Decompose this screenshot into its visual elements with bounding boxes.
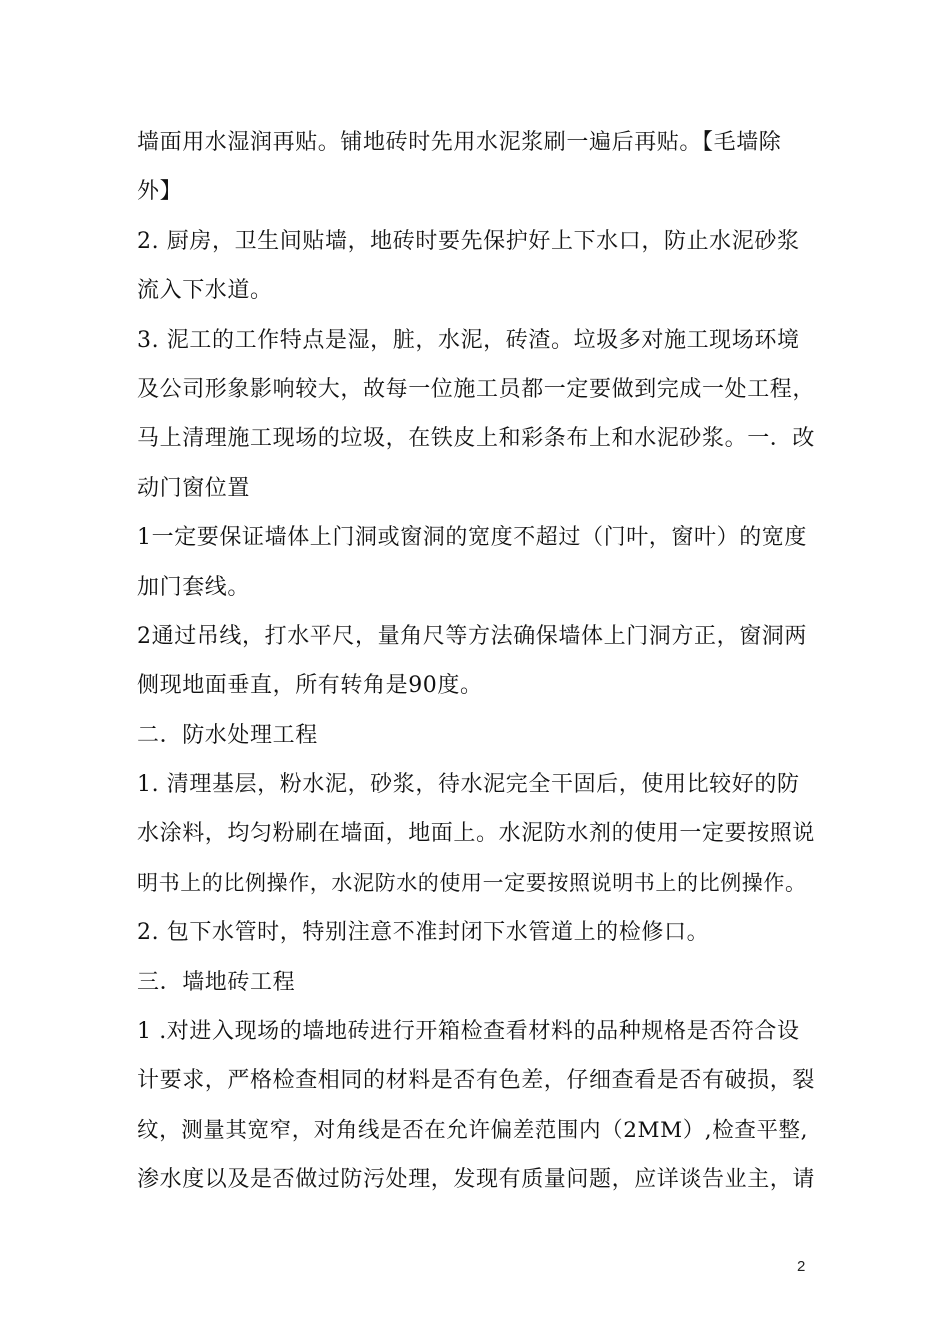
text-line: 纹，测量其宽窄，对角线是否在允许偏差范围内（2MM）,检查平整, — [137, 1117, 809, 1143]
section-heading: 二．防水处理工程 — [137, 722, 318, 748]
section-heading: 三．墙地砖工程 — [137, 969, 296, 995]
text-line: 1 .对进入现场的墙地砖进行开箱检查看材料的品种规格是否符合设 — [137, 1019, 800, 1045]
text-line: 1. 清理基层，粉水泥，砂浆，待水泥完全干固后，使用比较好的防 — [137, 772, 800, 798]
text-line: 动门窗位置 — [137, 475, 251, 501]
text-line: 3. 泥工的工作特点是湿，脏，水泥，砖渣。垃圾多对施工现场环境 — [137, 327, 800, 353]
text-line: 及公司形象影响较大，故每一位施工员都一定要做到完成一处工程， — [137, 376, 816, 402]
text-line: 墙面用水湿润再贴。铺地砖时先用水泥浆刷一遍后再贴。【毛墙除 — [137, 130, 782, 155]
text-line: 外】 — [137, 179, 183, 205]
body-text — [137, 118, 821, 1205]
text-line: 2. 包下水管时，特别注意不准封闭下水管道上的检修口。 — [137, 920, 710, 946]
text-line: 2. 厨房，卫生间贴墙，地砖时要先保护好上下水口，防止水泥砂浆 — [137, 228, 800, 254]
text-line: 渗水度以及是否做过防污处理，发现有质量问题，应详谈告业主，请 — [137, 1167, 816, 1193]
text-line: 2通过吊线，打水平尺，量角尺等方法确保墙体上门洞方正，窗洞两 — [137, 623, 807, 649]
text-line: 侧现地面垂直，所有转角是90度。 — [137, 673, 483, 699]
text-line: 明书上的比例操作，水泥防水的使用一定要按照说明书上的比例操作。 — [137, 870, 807, 895]
text-line: 水涂料，均匀粉刷在墙面，地面上。水泥防水剂的使用一定要按照说 — [137, 821, 816, 847]
text-line: 1一定要保证墙体上门洞或窗洞的宽度不超过（门叶，窗叶）的宽度 — [137, 525, 807, 551]
text-line: 流入下水道。 — [137, 278, 273, 304]
page-number: 2 — [797, 1258, 806, 1275]
text-line: 马上清理施工现场的垃圾，在铁皮上和彩条布上和水泥砂浆。一．改 — [137, 426, 816, 452]
text-line: 加门套线。 — [137, 574, 251, 600]
text-line: 计要求，严格检查相同的材料是否有色差，仔细查看是否有破损，裂 — [137, 1068, 816, 1094]
